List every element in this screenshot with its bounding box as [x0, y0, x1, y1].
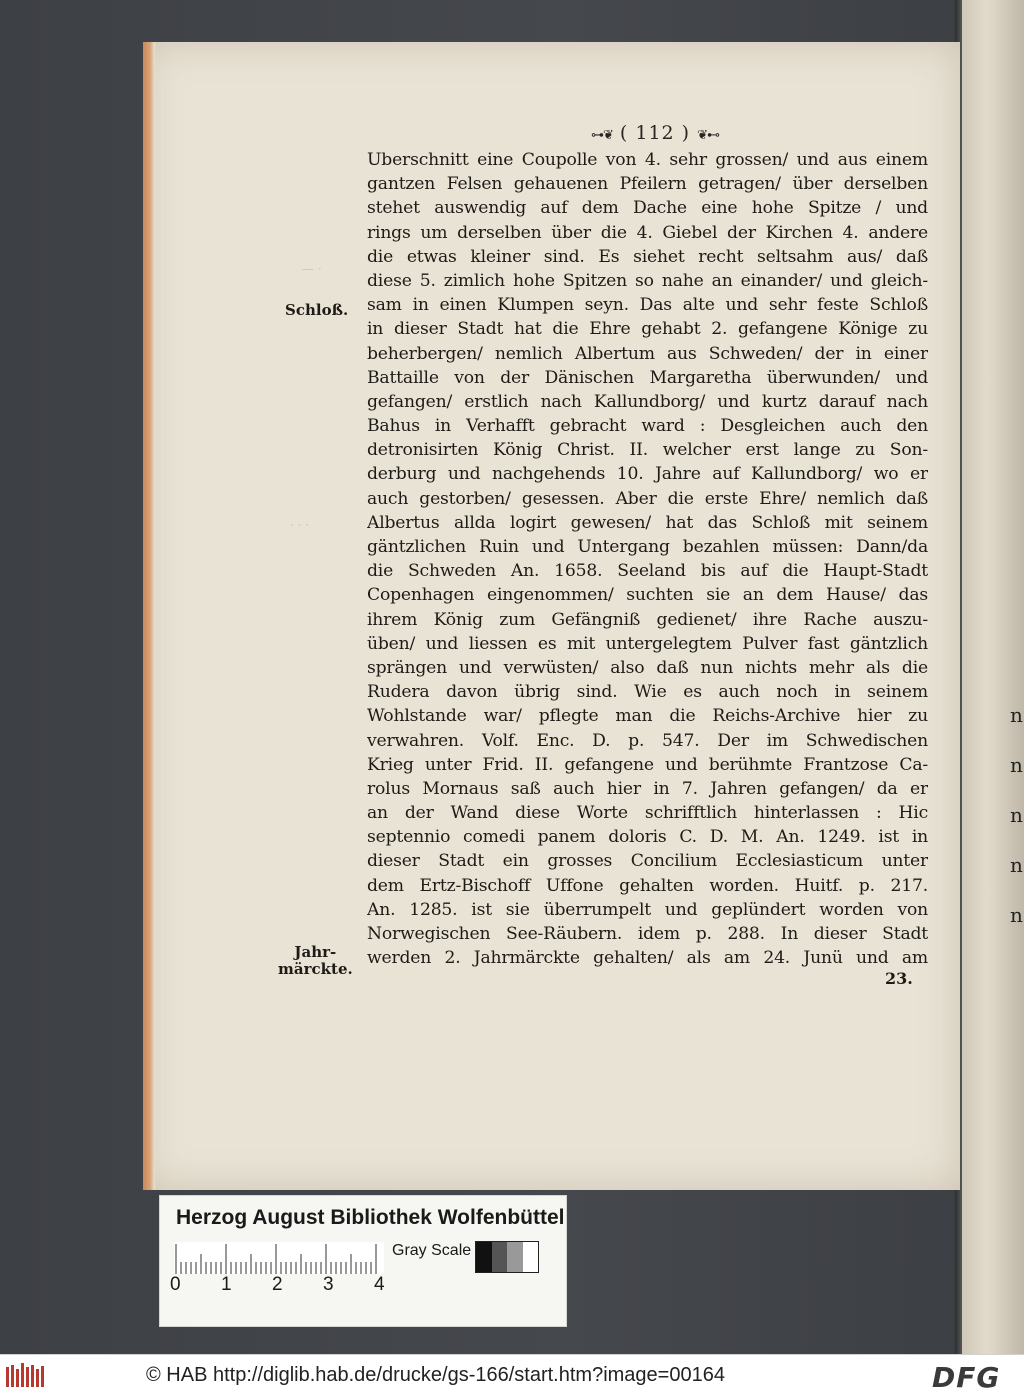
text-line: dem Ertz-Bischoff Uffone gehalten worden. Huitf. p. 217.	[367, 875, 928, 896]
swatch-black	[476, 1242, 492, 1272]
text-line: verwahren. Volf. Enc. D. p. 547. Der im Schwedischen	[367, 730, 928, 751]
text-line: Copenhagen eingenommen/ suchten sie an dem Hause/ das	[367, 585, 928, 606]
text-line: Albertus allda logirt gewesen/ hat das Schloß mit seinem	[367, 512, 928, 533]
library-color-card	[159, 1195, 567, 1327]
page-number: ( 112 )	[619, 122, 691, 144]
bleed-through-mark: · · ·	[290, 518, 310, 532]
body-text	[367, 148, 928, 970]
swatch-white	[523, 1242, 539, 1272]
dfg-logo: DFG	[932, 1361, 1001, 1394]
text-line: in dieser Stadt hat die Ehre gehabt 2. gefangene Könige zu	[367, 319, 928, 340]
marginal-note-line: Schloß.	[285, 301, 349, 319]
library-name: Herzog August Bibliothek Wolfenbüttel	[176, 1206, 565, 1229]
gray-scale-swatches	[475, 1241, 539, 1273]
text-line: stehet auswendig auf dem Dache eine hohe Spitze / und	[367, 198, 928, 219]
text-line: Uberschnitt eine Coupolle von 4. sehr grossen/ und aus einem	[367, 150, 928, 170]
swatch-dark-gray	[492, 1242, 508, 1272]
copyright-link[interactable]: © HAB http://diglib.hab.de/drucke/gs-166/start.htm?image=00164	[146, 1364, 725, 1386]
text-line: septennio comedi panem doloris C. D. M. An. 1249. ist in	[367, 827, 928, 848]
text-line: an der Wand diese Worte schrifftlich hinterlassen : Hic	[367, 803, 928, 824]
text-line: beherbergen/ nemlich Albertum aus Schweden/ der in einer	[367, 343, 928, 364]
text-line: die etwas kleiner sind. Es siehet recht seltsahm aus/ daß	[367, 246, 928, 267]
text-line: dieser Stadt ein grosses Concilium Ecclesiasticum unter	[367, 851, 928, 872]
text-line: detronisirten König Christ. II. welcher erst lange zu Son-	[367, 440, 928, 461]
text-line: derburg und nachgehends 10. Jahre auf Kallundborg/ wo er	[367, 464, 928, 485]
text-line: gefangen/ erstlich nach Kallundborg/ und kurtz darauf nach	[367, 391, 928, 412]
viewer-footer	[0, 1354, 1024, 1398]
running-head	[565, 122, 745, 148]
ornament-right-icon: ❦⊷	[697, 128, 720, 143]
text-line: werden 2. Jahrmärckte gehalten/ als am 24. Junü und am	[367, 948, 928, 969]
text-line: ihrem König zum Gefängniß gedienet/ ihre Rache auszu-	[367, 609, 928, 630]
catchword: 23.	[885, 969, 913, 988]
text-line: sprängen und verwüsten/ also daß nun nichts mehr als die	[367, 657, 928, 678]
ruler-number: 4	[374, 1274, 385, 1295]
marginal-note-line: märckte.	[278, 960, 353, 978]
ruler-number: 2	[272, 1274, 283, 1295]
text-line: An. 1285. ist sie überrumpelt und geplündert worden von	[367, 899, 928, 920]
marginal-note-line: Jahr-	[294, 943, 337, 961]
text-line: rolus Mornaus saß auch hier in 7. Jahren gefangen/ da er	[367, 778, 928, 799]
marginal-note	[285, 302, 348, 319]
text-line: Bahus in Verhafft gebracht ward : Desgleichen auch den	[367, 416, 928, 437]
text-line: sam in einen Klumpen seyn. Das alte und sehr feste Schloß	[367, 295, 928, 316]
text-line: üben/ und liessen es mit untergelegtem Pulver fast gäntzlich	[367, 633, 928, 654]
text-line: Krieg unter Frid. II. gefangene und berühmte Frantzose Ca-	[367, 754, 928, 775]
ornament-left-icon: ⊶❦	[590, 128, 613, 143]
text-line: die Schweden An. 1658. Seeland bis auf die Haupt-Stadt	[367, 561, 928, 582]
ruler-scale-icon	[174, 1242, 384, 1274]
swatch-mid-gray	[507, 1242, 523, 1272]
bleed-through-mark: — ·	[302, 262, 322, 276]
page-edge	[143, 42, 155, 1190]
hab-barcode-icon	[6, 1363, 46, 1389]
facing-page-letters: n n n n n	[1010, 703, 1023, 927]
text-line: gantzen Felsen gehauenen Pfeilern getragen/ über derselben	[367, 174, 928, 195]
gray-scale-label: Gray Scale	[392, 1242, 472, 1259]
text-line: Battaille von der Dänischen Margaretha überwunden/ und	[367, 367, 928, 388]
text-line: gäntzlichen Ruin und Untergang bezahlen müssen: Dann/da	[367, 537, 928, 557]
ruler-number: 0	[170, 1274, 181, 1295]
text-line: Norwegischen See-Räubern. idem p. 288. In dieser Stadt	[367, 924, 928, 944]
text-line: Rudera davon übrig sind. Wie es auch noch in seinem	[367, 682, 928, 703]
text-line: rings um derselben über die 4. Giebel der Kirchen 4. andere	[367, 222, 928, 243]
ruler-number: 1	[221, 1274, 232, 1295]
ruler-number: 3	[323, 1274, 334, 1295]
ruler-numbers	[170, 1274, 390, 1298]
text-line: diese 5. zimlich hohe Spitzen so nahe an einander/ und gleich-	[367, 270, 928, 291]
text-line: auch gestorben/ gesessen. Aber die erste Ehre/ nemlich daß	[367, 488, 928, 509]
text-line: Wohlstande war/ pflegte man die Reichs-Archive hier zu	[367, 706, 928, 727]
facing-page-edge	[962, 0, 1024, 1354]
marginal-note	[278, 944, 353, 978]
